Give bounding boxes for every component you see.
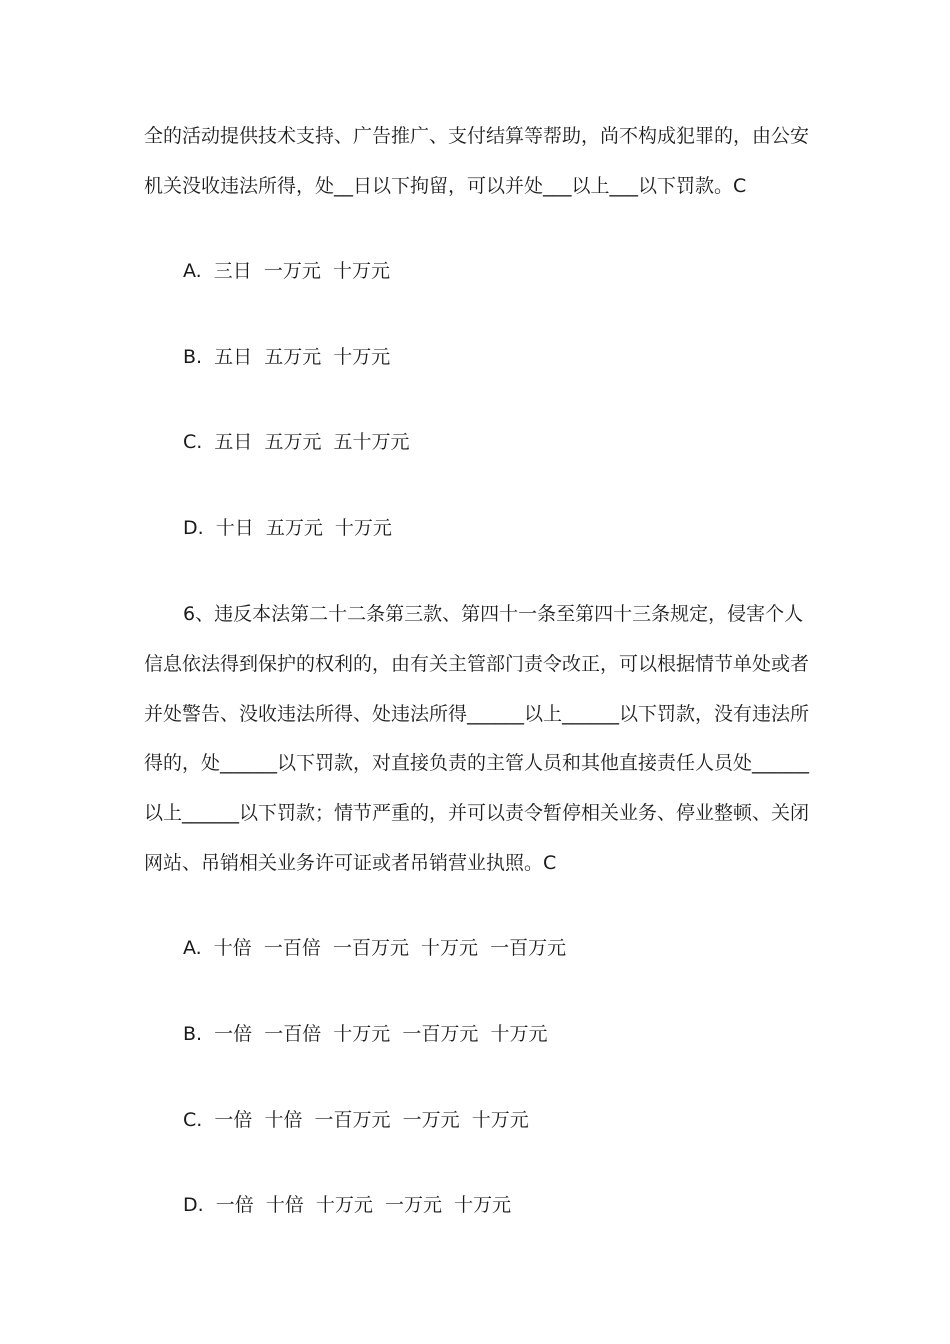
q5-option-d: D. 十日 五万元 十万元 [183,517,392,539]
q6-option-d: D. 一倍 十倍 十万元 一万元 十万元 [183,1194,512,1216]
q5-option-a: A. 三日 一万元 十万元 [183,260,390,282]
q6-text-line-4: 得的，处______以下罚款，对直接负责的主管人员和其他直接责任人员处______ [144,752,810,774]
q6-text-line-3: 并处警告、没收违法所得、处违法所得______以上______以下罚款，没有违法所 [144,703,810,725]
q6-text-line-5: 以上______以下罚款；情节严重的，并可以责令暂停相关业务、停业整顿、关闭 [144,802,810,824]
q6-option-a: A. 十倍 一百倍 一百万元 十万元 一百万元 [183,937,567,959]
q6-text-line-1: 6、违反本法第二十二条第三款、第四十一条至第四十三条规定，侵害个人 [183,603,804,625]
q6-text-line-2: 信息依法得到保护的权利的，由有关主管部门责令改正，可以根据情节单处或者 [144,653,810,675]
q5-text-line-2: 机关没收违法所得，处__日以下拘留，可以并处___以上___以下罚款。C [144,175,747,197]
q6-option-c: C. 一倍 十倍 一百万元 一万元 十万元 [183,1109,529,1131]
q5-text-line-1: 全的活动提供技术支持、广告推广、支付结算等帮助，尚不构成犯罪的，由公安 [144,125,810,147]
q6-option-b: B. 一倍 一百倍 十万元 一百万元 十万元 [183,1023,548,1045]
q6-text-line-6: 网站、吊销相关业务许可证或者吊销营业执照。C [144,852,557,874]
q5-option-c: C. 五日 五万元 五十万元 [183,431,410,453]
q5-option-b: B. 五日 五万元 十万元 [183,346,391,368]
